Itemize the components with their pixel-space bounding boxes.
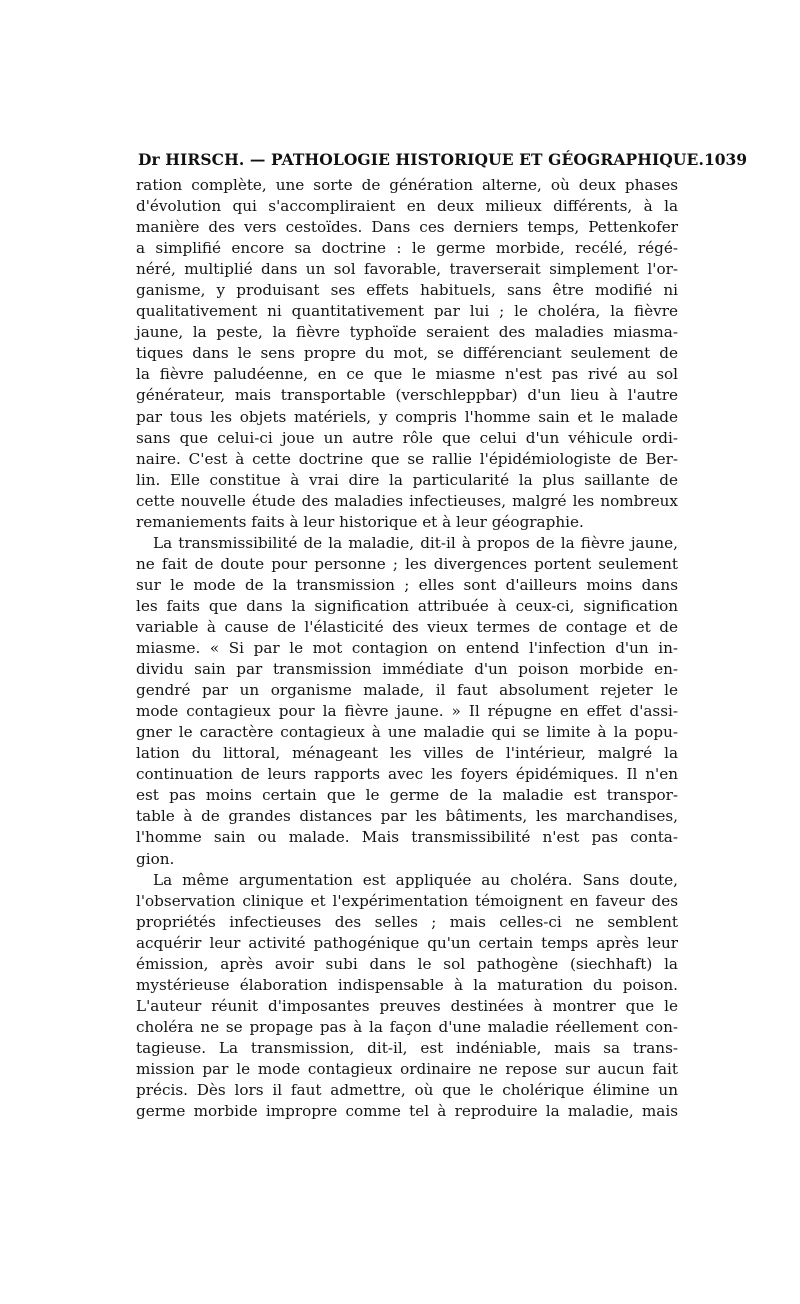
text-line: cette nouvelle étude des maladies infectieuses, malgré les nombreux bbox=[136, 491, 678, 510]
text-line: l'homme sain ou malade. Mais transmissibilité n'est pas conta- bbox=[136, 828, 678, 847]
text-line: néré, multiplié dans un sol favorable, traverserait simplement l'or- bbox=[136, 260, 678, 279]
text-line: lation du littoral, ménageant les villes de l'intérieur, malgré la bbox=[136, 744, 678, 763]
text-line: L'auteur réunit d'imposantes preuves destinées à montrer que le bbox=[136, 996, 678, 1015]
text-line: tagieuse. La transmission, dit-il, est indéniable, mais sa trans- bbox=[136, 1038, 678, 1057]
text-line: la fièvre paludéenne, en ce que le miasme n'est pas rivé au sol bbox=[136, 365, 678, 384]
running-title: Dr HIRSCH. — PATHOLOGIE HISTORIQUE ET GÉOGRAPHIQUE. bbox=[138, 150, 704, 169]
body-text bbox=[136, 175, 678, 1122]
text-line: ration complète, une sorte de génération alterne, où deux phases bbox=[136, 176, 678, 194]
text-line: mission par le mode contagieux ordinaire ne repose sur aucun fait bbox=[136, 1059, 678, 1078]
text-line: par tous les objets matériels, y compris l'homme sain et le malade bbox=[136, 407, 678, 426]
text-line: l'observation clinique et l'expérimentation témoignent en faveur des bbox=[136, 891, 678, 910]
text-line: remaniements faits à leur historique et à leur géographie. bbox=[136, 512, 584, 531]
text-line: ne fait de doute pour personne ; les divergences portent seulement bbox=[136, 554, 678, 573]
text-line: mystérieuse élaboration indispensable à la maturation du poison. bbox=[136, 975, 678, 994]
text-line: gendré par un organisme malade, il faut absolument rejeter le bbox=[136, 681, 678, 700]
text-line: acquérir leur activité pathogénique qu'un certain temps après leur bbox=[136, 933, 678, 952]
running-header bbox=[138, 150, 748, 169]
text-line: gion. bbox=[136, 849, 175, 868]
text-line: précis. Dès lors il faut admettre, où que le cholérique élimine un bbox=[136, 1081, 678, 1100]
text-line: les faits que dans la signification attribuée à ceux-ci, signification bbox=[136, 596, 678, 615]
text-line: sur le mode de la transmission ; elles sont d'ailleurs moins dans bbox=[136, 575, 678, 594]
text-line: continuation de leurs rapports avec les foyers épidémiques. Il n'en bbox=[136, 765, 678, 784]
text-line: mode contagieux pour la fièvre jaune. » Il répugne en effet d'assi- bbox=[136, 702, 678, 721]
text-line: générateur, mais transportable (verschleppbar) d'un lieu à l'autre bbox=[136, 386, 678, 405]
text-line: qualitativement ni quantitativement par lui ; le choléra, la fièvre bbox=[136, 302, 678, 321]
text-line: d'évolution qui s'accompliraient en deux milieux différents, à la bbox=[136, 197, 678, 216]
text-line: lin. Elle constitue à vrai dire la particularité la plus saillante de bbox=[136, 470, 678, 489]
text-line: ganisme, y produisant ses effets habituels, sans être modifié ni bbox=[136, 281, 678, 300]
text-line: propriétés infectieuses des selles ; mais celles-ci ne semblent bbox=[136, 912, 678, 931]
text-line: jaune, la peste, la fièvre typhoïde seraient des maladies miasma- bbox=[136, 323, 678, 342]
text-line: manière des vers cestoïdes. Dans ces derniers temps, Pettenkofer bbox=[136, 218, 678, 237]
text-line: table à de grandes distances par les bâtiments, les marchandises, bbox=[136, 807, 678, 826]
text-line: a simplifié encore sa doctrine : le germe morbide, recélé, régé- bbox=[136, 239, 678, 258]
text-line: dividu sain par transmission immédiate d'un poison morbide en- bbox=[136, 660, 678, 679]
text-line: choléra ne se propage pas à la façon d'une maladie réellement con- bbox=[136, 1017, 678, 1036]
page-number: 1039 bbox=[703, 150, 748, 169]
text-line: La transmissibilité de la maladie, dit-il à propos de la fièvre jaune, bbox=[153, 533, 678, 552]
text-line: gner le caractère contagieux à une maladie qui se limite à la popu- bbox=[136, 723, 678, 742]
text-line: germe morbide impropre comme tel à reproduire la maladie, mais bbox=[136, 1102, 678, 1121]
text-line: tiques dans le sens propre du mot, se différenciant seulement de bbox=[136, 344, 678, 363]
text-line: variable à cause de l'élasticité des vieux termes de contage et de bbox=[136, 617, 678, 636]
text-line: est pas moins certain que le germe de la maladie est transpor- bbox=[136, 786, 678, 805]
text-line: La même argumentation est appliquée au choléra. Sans doute, bbox=[153, 870, 678, 889]
text-line: miasme. « Si par le mot contagion on entend l'infection d'un in- bbox=[136, 639, 678, 658]
text-line: sans que celui-ci joue un autre rôle que celui d'un véhicule ordi- bbox=[136, 428, 678, 447]
text-line: naire. C'est à cette doctrine que se rallie l'épidémiologiste de Ber- bbox=[136, 449, 678, 468]
text-line: émission, après avoir subi dans le sol pathogène (siechhaft) la bbox=[136, 954, 678, 973]
